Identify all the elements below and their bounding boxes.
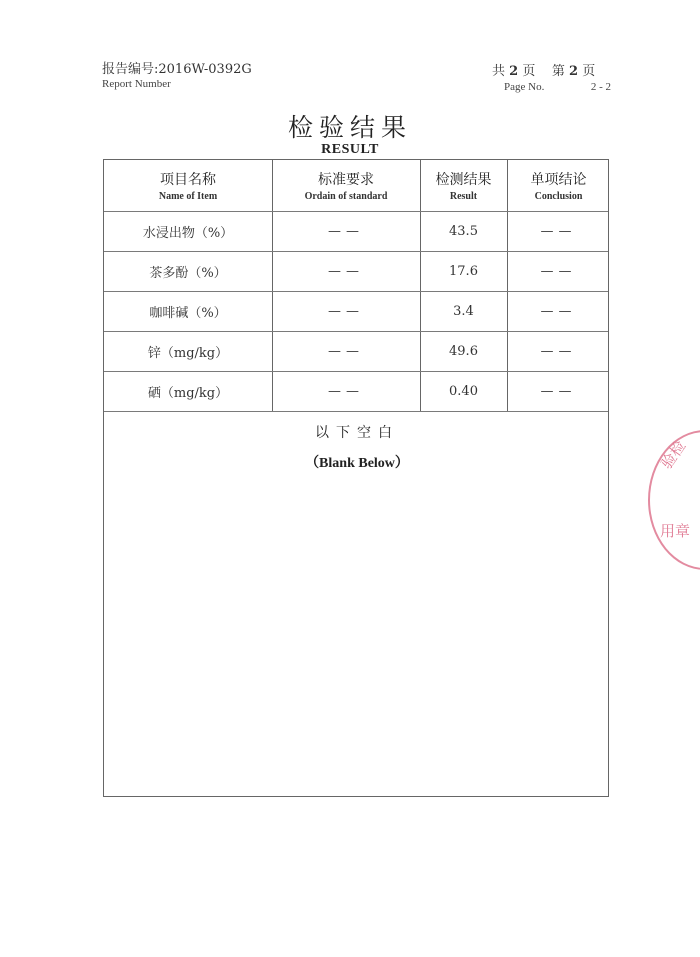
seal-text-top: 验检 [657,437,690,473]
page-fraction: 2 - 2 [590,81,611,93]
page-unit-cn: 页 [522,64,536,79]
table-cell-standard: —— [328,263,364,279]
report-number-label-en: Report Number [102,78,171,90]
table-cell-item: 咖啡碱（%） [149,305,227,321]
header-cell-conclusion: 单项结论 Conclusion [530,172,587,202]
header-cell-result: 检测结果 Result [435,172,492,202]
table-cell-result: 17.6 [449,263,478,279]
table-cell-result: 3.4 [453,303,474,319]
official-seal [648,430,700,570]
blank-below-en: （Blank Below） [305,456,409,471]
blank-below-cn: 以下空白 [315,425,399,441]
table-cell-result: 0.40 [449,383,478,399]
page-label-cn: 第 [551,64,565,79]
table-cell-conclusion: —— [540,383,577,399]
row-divider [104,411,608,412]
table-cell-item: 锌（mg/kg） [147,345,229,361]
table-cell-conclusion: —— [540,223,577,239]
current-page: 2 [569,64,579,79]
header-cell-standard: 标准要求 Ordain of standard [304,172,388,202]
table-cell-conclusion: —— [540,303,577,319]
page-unit-cn-2: 页 [582,64,596,79]
table-cell-item: 硒（mg/kg） [147,385,229,401]
report-number: 2016W-0392G [158,62,252,77]
report-number-label-cn: 报告编号: [102,62,159,77]
page-label-en: Page No. [504,81,545,93]
table-cell-standard: —— [328,303,364,319]
table-cell-standard: —— [328,343,364,359]
report-number-block [102,58,252,90]
table-cell-conclusion: —— [540,343,577,359]
page-subtitle: RESULT [321,142,379,157]
total-label-cn: 共 [492,64,506,79]
seal-text-bottom: 用章 [660,522,691,540]
table-cell-result: 43.5 [449,223,478,239]
table-cell-standard: —— [328,223,364,239]
result-table [103,159,609,797]
table-cell-conclusion: —— [540,263,577,279]
table-cell-item: 水浸出物（%） [142,225,234,241]
table-cell-result: 49.6 [449,343,478,359]
total-pages: 2 [509,64,519,79]
header-cell-item: 项目名称 Name of Item [158,172,218,202]
page-number-block [492,60,617,93]
table-cell-item: 茶多酚（%） [149,265,227,281]
page-title: 检验结果 [287,113,412,142]
table-cell-standard: —— [328,383,364,399]
